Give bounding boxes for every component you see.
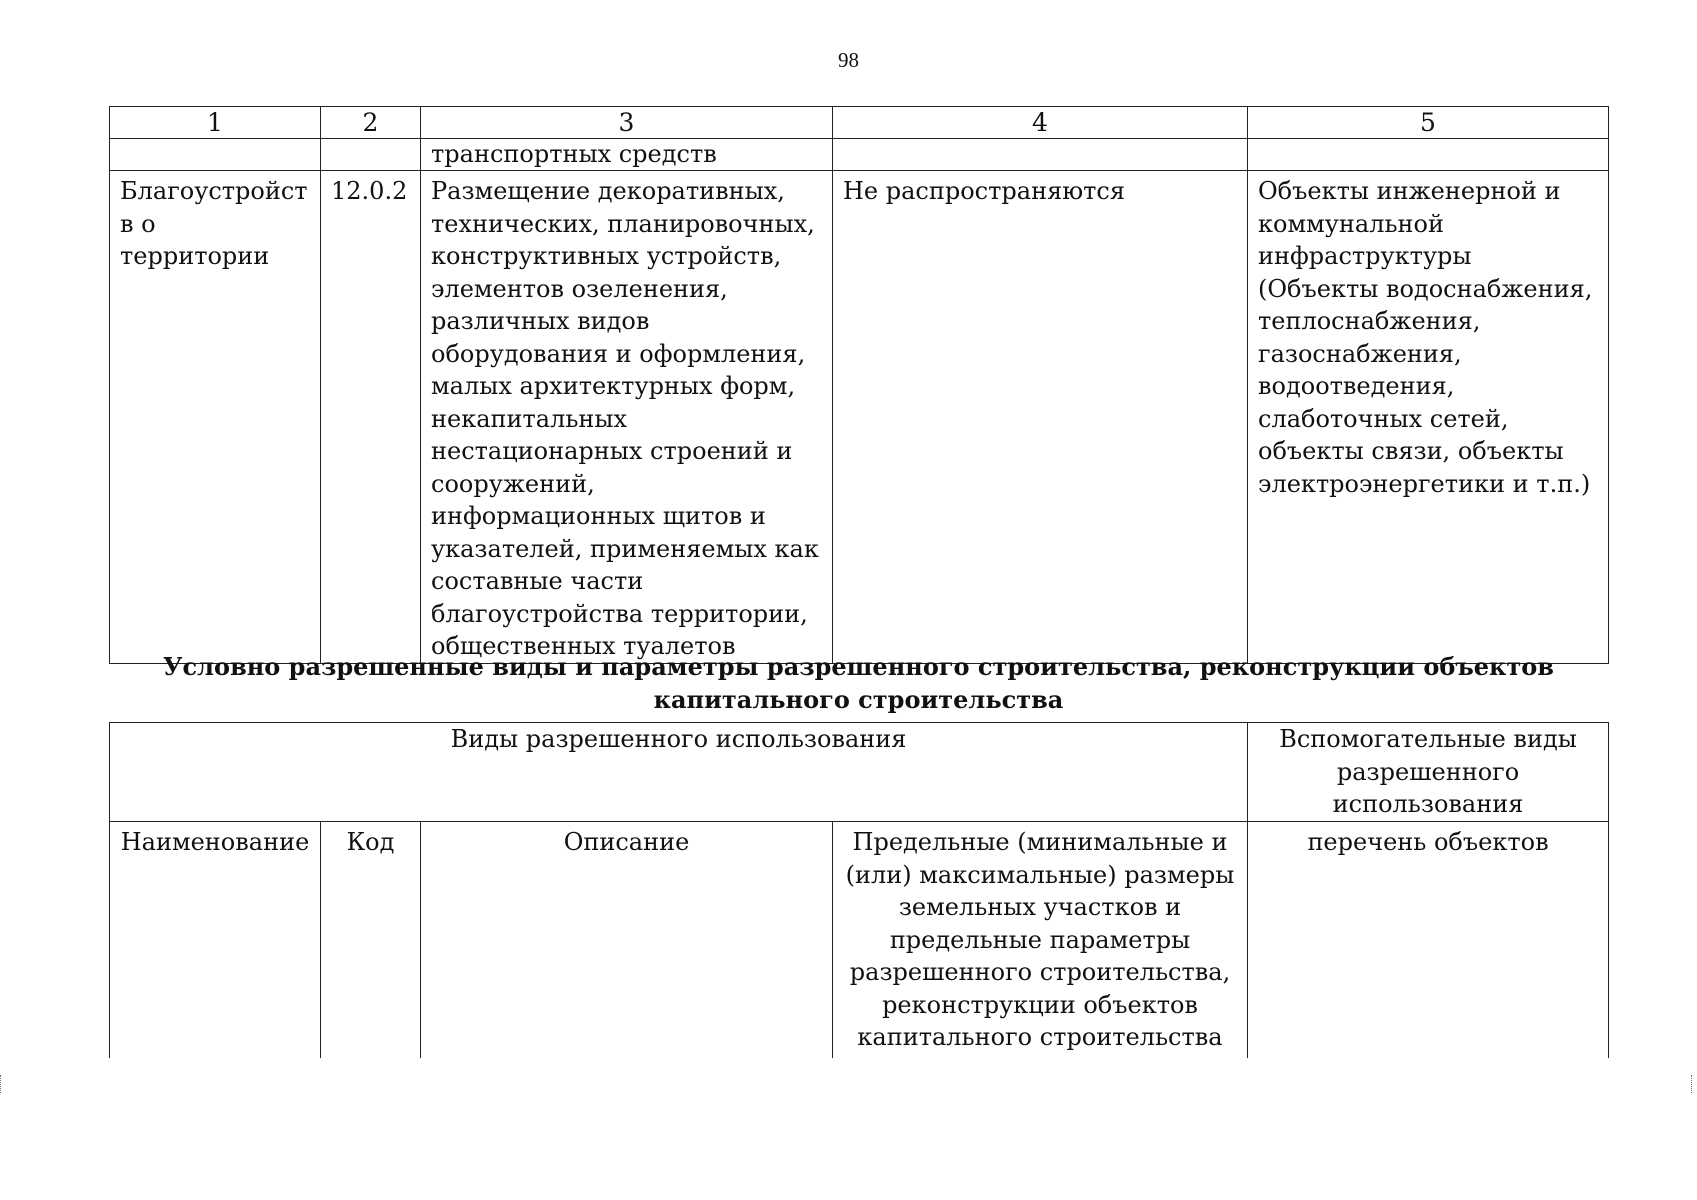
permitted-uses-table — [109, 106, 1609, 664]
cell-code: 12.0.2 — [321, 171, 421, 664]
cell-description: транспортных средств — [421, 139, 833, 171]
cell-code — [321, 139, 421, 171]
cell-auxiliary: Объекты инженерной и коммунальной инфраструктуры (Объекты водоснабжения, теплоснабжения, газоснабжения, водоотведения, слаботочных сетей, объекты связи, объекты электроэнергетики и т.п.) — [1248, 171, 1609, 664]
subheader-auxiliary: перечень объектов — [1248, 822, 1609, 1059]
column-number-row — [110, 107, 1609, 139]
column-number-1: 1 — [110, 107, 321, 139]
table-subheader-row — [110, 822, 1609, 1059]
column-number-4: 4 — [833, 107, 1248, 139]
section-heading-line-2: капитального строительства — [653, 685, 1064, 714]
subheader-description: Описание — [421, 822, 833, 1059]
section-heading-line-1: Условно разрешенные виды и параметры разрешенного строительства, реконструкции объектов — [163, 652, 1554, 681]
subheader-name: Наименование — [110, 822, 321, 1059]
scan-edge-mark-left — [0, 1075, 5, 1093]
column-number-3: 3 — [421, 107, 833, 139]
cell-name: Благоустройств о территории — [110, 171, 321, 664]
cell-name — [110, 139, 321, 171]
cell-parameters — [833, 139, 1248, 171]
page-number: 98 — [838, 48, 859, 72]
section-heading — [109, 650, 1608, 716]
table-row — [110, 171, 1609, 664]
header-permitted-uses: Виды разрешенного использования — [110, 723, 1248, 822]
subheader-code: Код — [321, 822, 421, 1059]
scan-edge-mark-right — [1691, 1075, 1696, 1093]
header-auxiliary-uses: Вспомогательные виды разрешенного использования — [1248, 723, 1609, 822]
cell-auxiliary — [1248, 139, 1609, 171]
subheader-parameters: Предельные (минимальные и (или) максимальные) размеры земельных участков и предельные параметры разрешенного строительства, реконструкции объектов капитального строительства — [833, 822, 1248, 1059]
column-number-5: 5 — [1248, 107, 1609, 139]
continuation-row — [110, 139, 1609, 171]
cell-parameters: Не распространяются — [833, 171, 1248, 664]
cell-description: Размещение декоративных, технических, планировочных, конструктивных устройств, элементов озеленения, различных видов оборудования и оформления, малых архитектурных форм, некапитальных нестационарных строений и сооружений, информационных щитов и указателей, применяемых как составные части благоустройства территории, общественных туалетов — [421, 171, 833, 664]
column-number-2: 2 — [321, 107, 421, 139]
conditional-uses-table — [109, 722, 1609, 1058]
table-header-row — [110, 723, 1609, 822]
